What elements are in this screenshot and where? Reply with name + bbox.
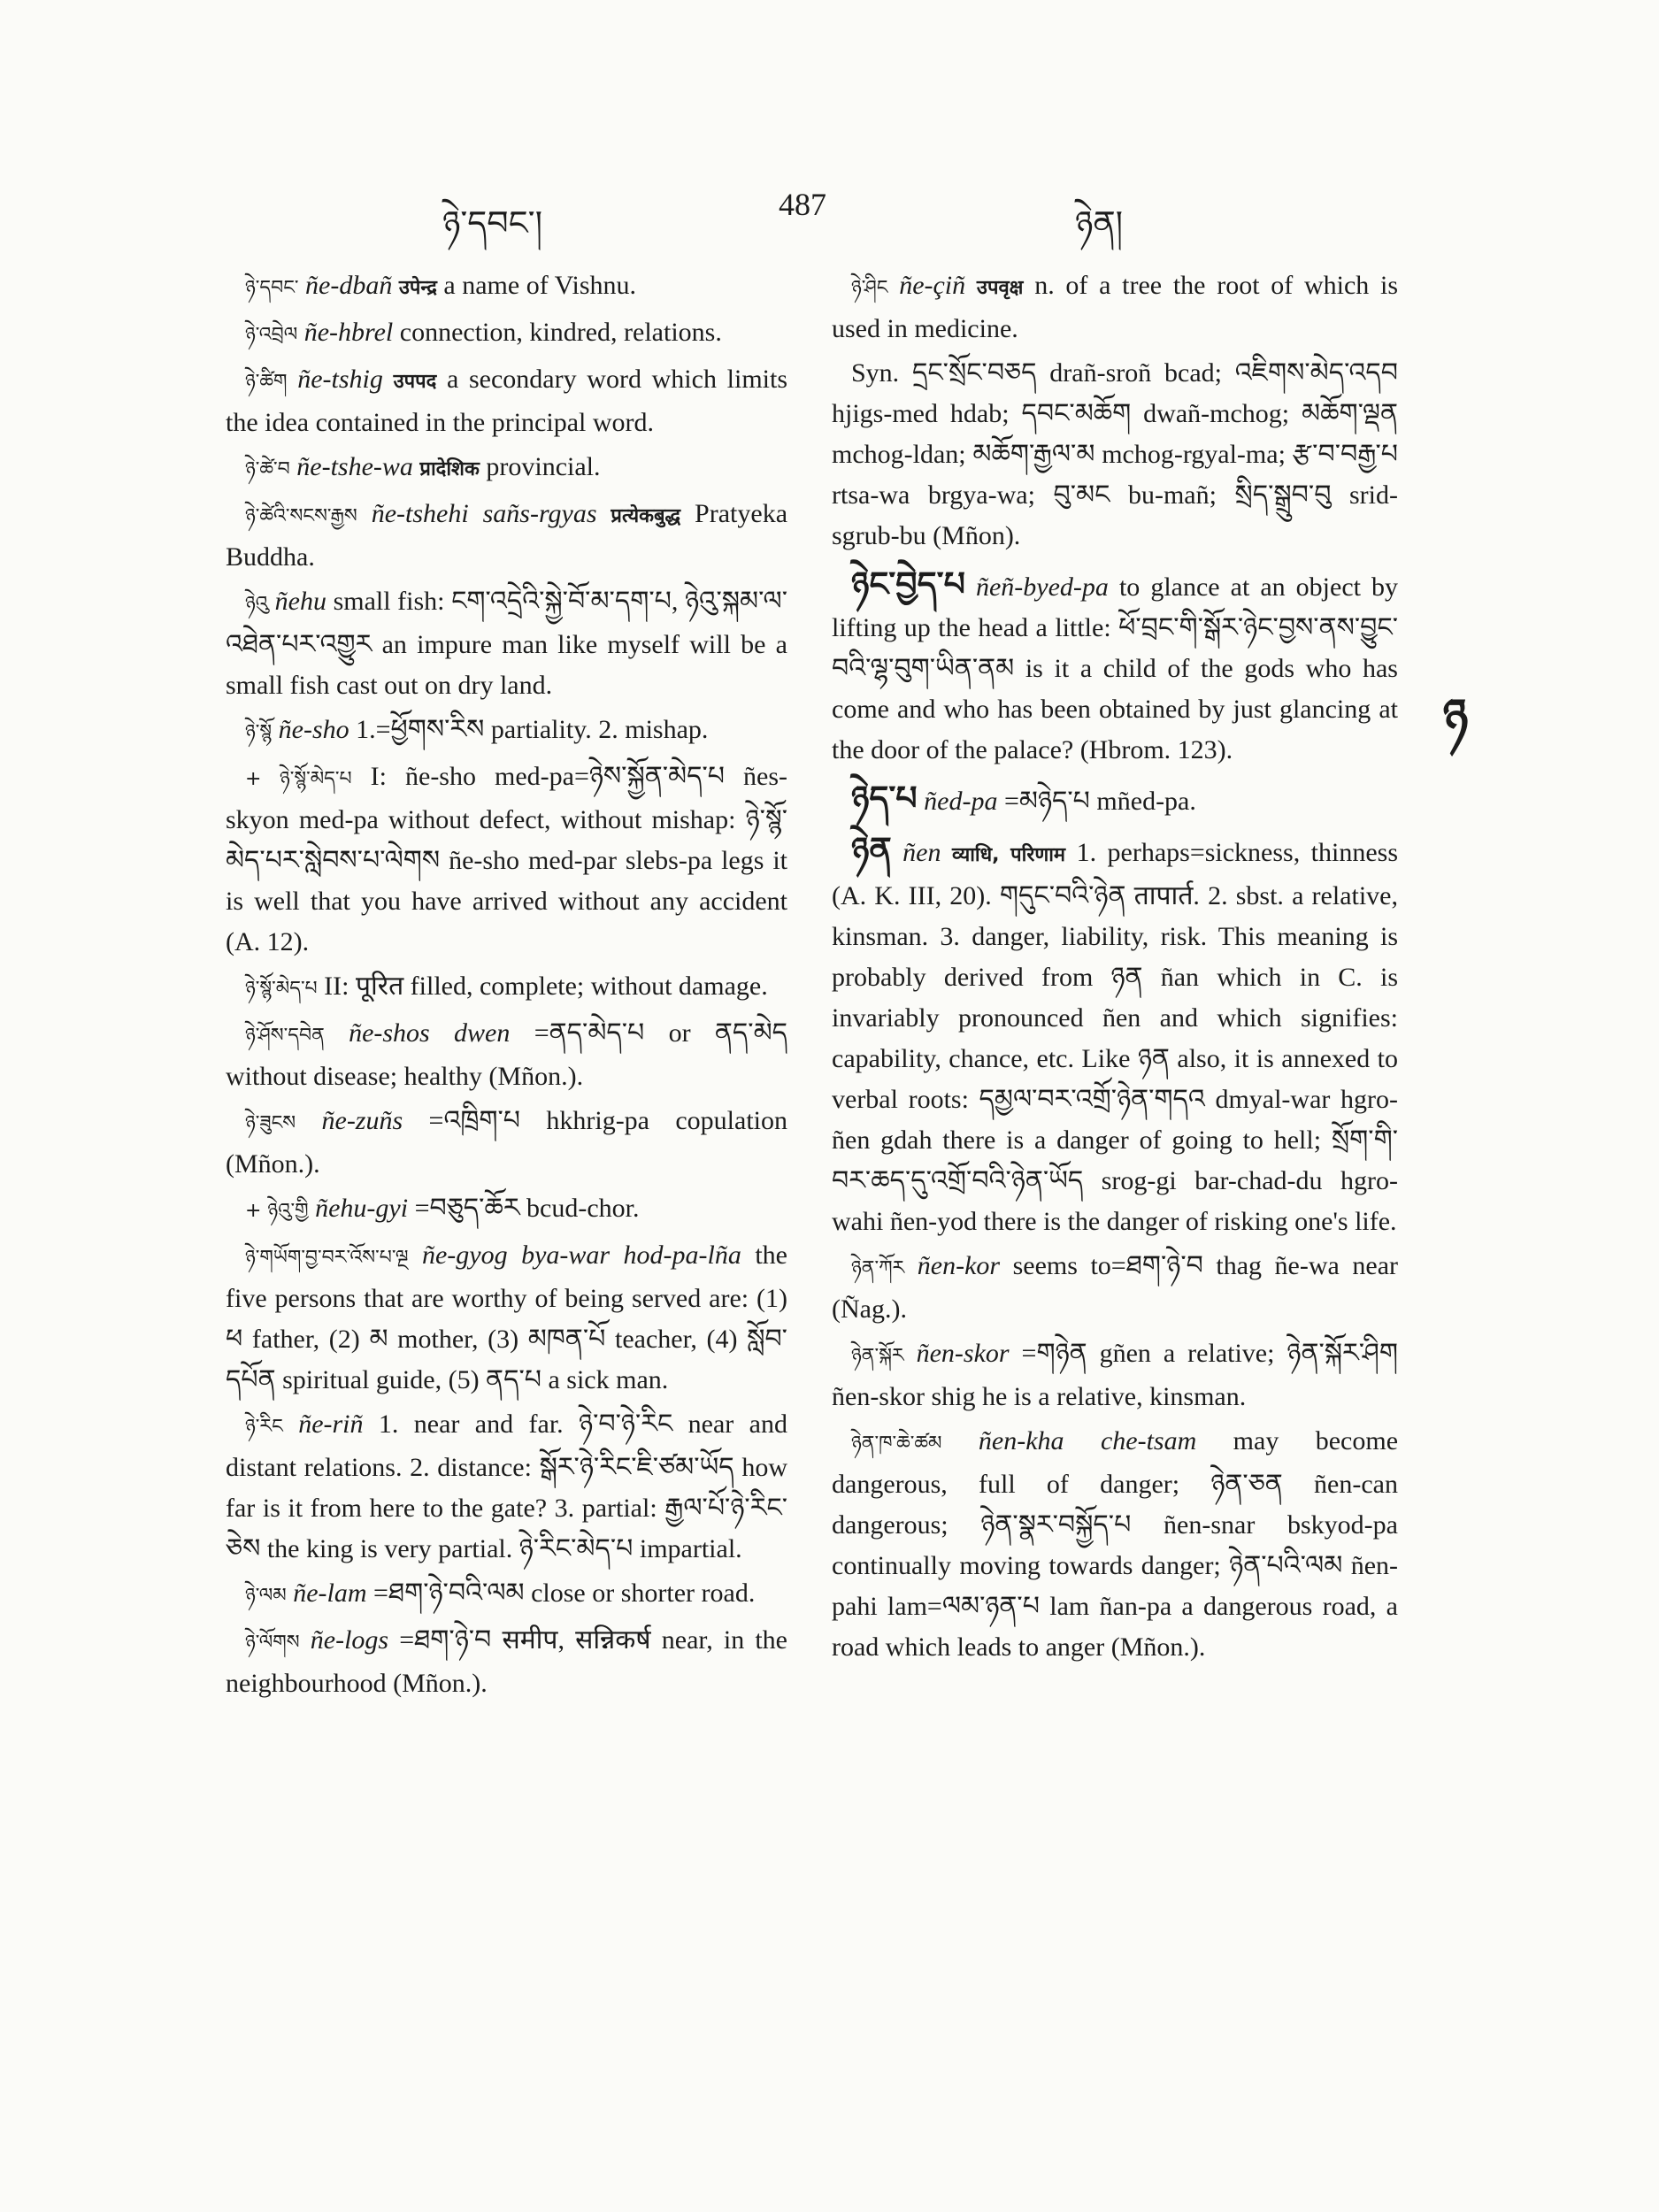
definition-text: =ཐག་ཉེ་བ समीप, सन्निकर्ष near, in the neighbourhood (Mñon.).	[226, 1625, 788, 1698]
dictionary-entry	[832, 564, 1398, 771]
dictionary-entry	[226, 966, 787, 1010]
headword-tibetan: ཉེང་བྱེད་པ	[851, 565, 965, 603]
headword-tibetan: ཉེ་ཟུངས	[245, 1112, 296, 1134]
headword-tibetan: ཉེན་ཁ་ཆེ་ཚམ	[851, 1432, 942, 1455]
headword-transliteration: ñed-pa	[924, 787, 998, 816]
headword-tibetan: ཉེན་སྐོར	[851, 1345, 904, 1367]
sanskrit-equivalent: उपवृक्ष	[976, 277, 1024, 299]
headword-tibetan: + ཉེ་སྙོ་མེད་པ	[245, 768, 352, 790]
headword-transliteration: ñen-skor	[916, 1339, 1010, 1368]
dictionary-entry	[226, 494, 787, 578]
headword-tibetan: ཉེ་སྙོ	[245, 721, 273, 743]
definition-text: =གཉེན gñen a relative; ཉེན་སྐོར་ཤིག ñen-skor shig he is a relative, kinsman.	[832, 1339, 1398, 1411]
headword-transliteration: ñe-logs	[310, 1625, 389, 1655]
headword-tibetan: ཉེ་ལམ	[245, 1585, 287, 1607]
definition-text: n. of a tree the root of which is used in medicine.	[832, 271, 1399, 343]
headword-transliteration: ñe-zuñs	[321, 1106, 403, 1135]
sanskrit-equivalent: उपपद	[393, 371, 437, 393]
headword-tibetan: ཉེའུ	[245, 593, 269, 615]
definition-text: =འཁྲིག་པ hkhrig-pa copulation (Mñon.).	[226, 1106, 788, 1179]
dictionary-entry	[226, 757, 787, 963]
headword-transliteration: ñehu	[274, 587, 326, 616]
definition-text: small fish: ངག་འདྲེའི་སྐྱེ་བོ་མ་དག་པ, ཉེའུ་སྐམ་ལ་འཐེན་པར་འགྱུར an impure man like myself will be a small fish cast out on dry land.	[226, 587, 787, 700]
definition-text: Syn. དྲང་སྲོང་བཅད drañ-sroñ bcad; འཇིགས་མེད་འདབ hjigs-med hdab; དབང་མཆོག dwañ-mchog; མཆོག་ལྡན mchog-ldan; མཆོག་རྒྱལ་མ mchog-rgyal-ma; རྩ་བ་བརྒྱ་པ rtsa-wa brgya-wa; བུ་མང bu-mañ; སྲིད་སྒྲུབ་བུ srid-sgrub-bu (Mñon).	[832, 358, 1398, 550]
dictionary-entry	[832, 1246, 1398, 1330]
definition-text: seems to=ཐག་ཉེ་བ thag ñe-wa near (Ñag.).	[832, 1251, 1398, 1324]
dictionary-entry	[226, 1188, 787, 1232]
dictionary-entry	[226, 1573, 787, 1617]
definition-text: 1. perhaps=sickness, thinness (A. K. III, 20). གདུང་བའི་ཉེན तापार्त. 2. sbst. a relative, kinsman. 3. danger, liability, risk. This meaning is probably derived from ཉན ñan which in C. is invariably pronounced ñen and which signifies: capability, chance, etc. Like ཉན also, it is annexed to verbal roots: དམྱལ་བར་འགྲོ་ཉེན་གདའ dmyal-war hgro-ñen gdah there is a danger of going to hell; སྲོག་གི་བར་ཆད་དུ་འགྲོ་བའི་ཉེན་ཡོད srog-gi bar-chad-du hgro-wahi ñen-yod there is the danger of risking one's life.	[832, 838, 1399, 1236]
dictionary-entry	[226, 1101, 787, 1185]
thumb-index-tab: ཉ	[1425, 681, 1486, 752]
headword-transliteration: ñe-tshig	[297, 365, 383, 394]
sanskrit-equivalent: प्रादेशिक	[419, 458, 480, 480]
definition-text: to glance at an object by lifting up the head a little: ཕོ་བྲང་གི་སྒོར་ཉེང་བྱས་ནས་བྱུང་བའི་ལྷ་བུག་ཡིན་ནམ is it a child of the gods who has come and who has been obtained by just glancing at the door of the palace? (Hbrom. 123).	[832, 572, 1399, 764]
headword-transliteration: ñe-tshehi sañs-rgyas	[371, 499, 597, 528]
definition-text: a secondary word which limits the idea contained in the principal word.	[226, 365, 787, 437]
definition-text: I: ñe-sho med-pa=ཉེས་སྐྱོན་མེད་པ ñes-skyon med-pa without defect, without mishap: ཉེ་སྙོ་མེད་པར་སླེབས་པ་ལེགས ñe-sho med-par slebs-pa legs it is well that you have arrived without any accident (A. 12).	[226, 762, 788, 956]
left-column	[226, 265, 787, 1708]
headword-transliteration: ñeñ-byed-pa	[975, 572, 1109, 602]
dictionary-entry	[832, 265, 1398, 349]
definition-text: may become dangerous, full of danger; ཉེན་ཅན ñen-can dangerous; ཉེན་སྣར་བསྐྱོད་པ ñen-snar bskyod-pa continually moving towards danger; ཉེན་པའི་ལམ ñen-pahi lam=ལམ་ཉན་པ lam ñan-pa a dangerous road, a road which leads to anger (Mñon.).	[832, 1426, 1399, 1662]
headword-transliteration: ñen-kor	[917, 1251, 1001, 1280]
headword-transliteration: ñe-shos dwen	[349, 1018, 511, 1048]
headword-tibetan: ཉེན	[851, 830, 892, 869]
dictionary-entry	[226, 1235, 787, 1401]
headword-tibetan: ཉེད་པ	[851, 779, 918, 818]
headword-transliteration: ñe-hbrel	[303, 318, 394, 347]
headword-transliteration: ñe-dbañ	[305, 271, 393, 300]
definition-text: connection, kindred, relations.	[399, 318, 722, 347]
headword-tibetan: ཉེན་ཀོར	[851, 1257, 905, 1279]
headword-tibetan: ཉེ་དབང་	[245, 277, 299, 299]
headword-tibetan: ཉེ་ཤོས་དབེན	[245, 1025, 325, 1047]
headword-transliteration: ñe-gyog bya-war hod-pa-lña	[421, 1240, 741, 1270]
dictionary-entry	[226, 581, 787, 706]
sanskrit-equivalent: प्रत्येकबुद्ध	[611, 505, 681, 527]
definition-text: =ནད་མེད་པ or ནད་མེད without disease; healthy (Mñon.).	[226, 1018, 788, 1091]
right-column	[832, 265, 1398, 1671]
headword-tibetan: ཉེ་ལོགས	[245, 1632, 300, 1654]
dictionary-entry	[226, 359, 787, 443]
dictionary-entry	[832, 1421, 1398, 1668]
headword-tibetan: + ཉེའུ་གྱི	[245, 1200, 309, 1222]
headword-transliteration: ñe-sho	[278, 715, 349, 744]
page-header	[0, 186, 1659, 242]
headword-tibetan: ཉེ་ཚེ་བ	[245, 458, 290, 480]
headword-transliteration: ñehu-gyi	[315, 1194, 409, 1223]
sanskrit-equivalent: उपेन्द्र	[398, 277, 437, 299]
dictionary-entry	[226, 265, 787, 309]
headword-transliteration: ñen	[902, 838, 941, 867]
dictionary-entry	[832, 778, 1398, 822]
dictionary-entry	[226, 312, 787, 356]
sanskrit-equivalent: व्याधि, परिणाम	[951, 844, 1066, 866]
headword-transliteration: ñe-tshe-wa	[296, 452, 413, 481]
definition-text: provincial.	[486, 452, 601, 481]
headword-transliteration: ñe-riñ	[298, 1409, 364, 1439]
dictionary-entry	[226, 447, 787, 490]
definition-text: Pratyeka Buddha.	[226, 499, 788, 572]
dictionary-entry	[226, 710, 787, 753]
headword-transliteration: ñe-çiñ	[899, 271, 966, 300]
headword-tibetan: ཉེ་འབྲེལ	[245, 324, 298, 346]
dictionary-entry	[226, 1620, 787, 1704]
headword-tibetan: ཉེ་ཚིག	[245, 371, 288, 393]
definition-text: II: पूरित filled, complete; without damage.	[324, 972, 768, 1001]
dictionary-entry	[226, 1404, 787, 1570]
dictionary-entry	[832, 1333, 1398, 1417]
definition-text: =ཐག་ཉེ་བའི་ལམ close or shorter road.	[373, 1578, 756, 1608]
headword-transliteration: ñe-lam	[293, 1578, 367, 1608]
headword-tibetan: ཉེ་སྙོ་མེད་པ	[245, 978, 318, 1000]
definition-text: a name of Vishnu.	[443, 271, 637, 300]
headword-transliteration: ñen-kha che-tsam	[978, 1426, 1197, 1455]
dictionary-entry	[832, 353, 1398, 557]
headword-tibetan: ཉེ་ཤིང	[851, 277, 888, 299]
definition-text: 1. near and far. ཉེ་བ་ཉེ་རིང near and distant relations. 2. distance: སྒོར་ཉེ་རིང་ཇི་ཙམ་ཡོད how far is it from here to the gate? 3. partial: རྒྱལ་པོ་ཉེ་རིང་ཅེས the king is very partial. ཉེ་རིང་མེད་པ impartial.	[226, 1409, 787, 1563]
running-head-left: ཉེ་དབང་།	[442, 204, 543, 242]
definition-text: =མཉེད་པ mñed-pa.	[1003, 787, 1196, 816]
definition-text: =བཅུད་ཆོར bcud-chor.	[414, 1194, 640, 1223]
running-head-right: ཉེན།	[1075, 204, 1124, 242]
headword-tibetan: ཉེ་གཡོག་བྱ་བར་འོས་པ་ལྔ	[245, 1247, 409, 1269]
definition-text: 1.=ཕྱོགས་རིས partiality. 2. mishap.	[356, 715, 709, 744]
dictionary-entry	[226, 1013, 787, 1097]
headword-tibetan: ཉེ་རིང	[245, 1416, 283, 1438]
definition-text: the five persons that are worthy of being served are: (1) ཕ father, (2) མ mother, (3) མཁན་པོ teacher, (4) སློབ་དཔོན spiritual guide, (5) ནད་པ a sick man.	[226, 1240, 787, 1394]
dictionary-entry	[832, 829, 1398, 1242]
page-number: 487	[779, 187, 826, 222]
headword-tibetan: ཉེ་ཚེའི་སངས་རྒྱས	[245, 505, 357, 527]
